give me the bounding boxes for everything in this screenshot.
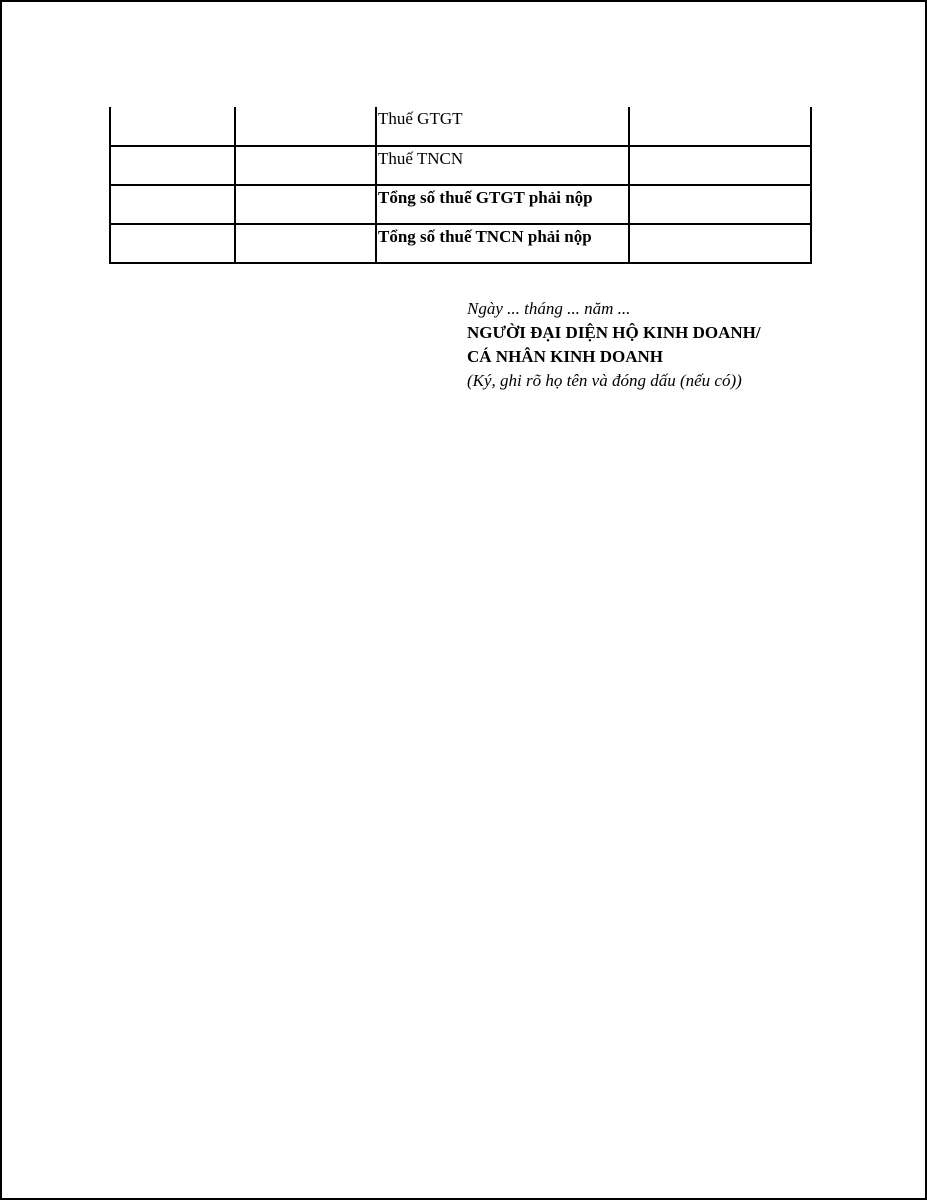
row-label-total-vat: Tổng số thuế GTGT phải nộp <box>376 185 629 224</box>
table-row <box>110 185 811 224</box>
row-label-total-pit: Tổng số thuế TNCN phải nộp <box>376 224 629 263</box>
table-cell <box>110 185 235 224</box>
table-row <box>110 146 811 185</box>
table-cell <box>235 107 376 146</box>
table-cell <box>235 146 376 185</box>
table-cell <box>629 224 811 263</box>
table-row <box>110 224 811 263</box>
tax-summary-table <box>109 107 812 264</box>
table-row <box>110 107 811 146</box>
table-cell <box>629 146 811 185</box>
table-cell <box>235 224 376 263</box>
signature-block <box>467 297 761 393</box>
signature-title-line-2: CÁ NHÂN KINH DOANH <box>467 347 663 366</box>
table-cell <box>110 146 235 185</box>
table-cell <box>110 224 235 263</box>
row-label-pit: Thuế TNCN <box>376 146 629 185</box>
table-cell <box>110 107 235 146</box>
table-cell <box>235 185 376 224</box>
signature-note: (Ký, ghi rõ họ tên và đóng dấu (nếu có)) <box>467 371 742 390</box>
signature-date-line: Ngày ... tháng ... năm ... <box>467 299 631 318</box>
table-cell <box>629 107 811 146</box>
signature-title-line-1: NGƯỜI ĐẠI DIỆN HỘ KINH DOANH/ <box>467 323 761 342</box>
row-label-vat: Thuế GTGT <box>376 107 629 146</box>
table-cell <box>629 185 811 224</box>
